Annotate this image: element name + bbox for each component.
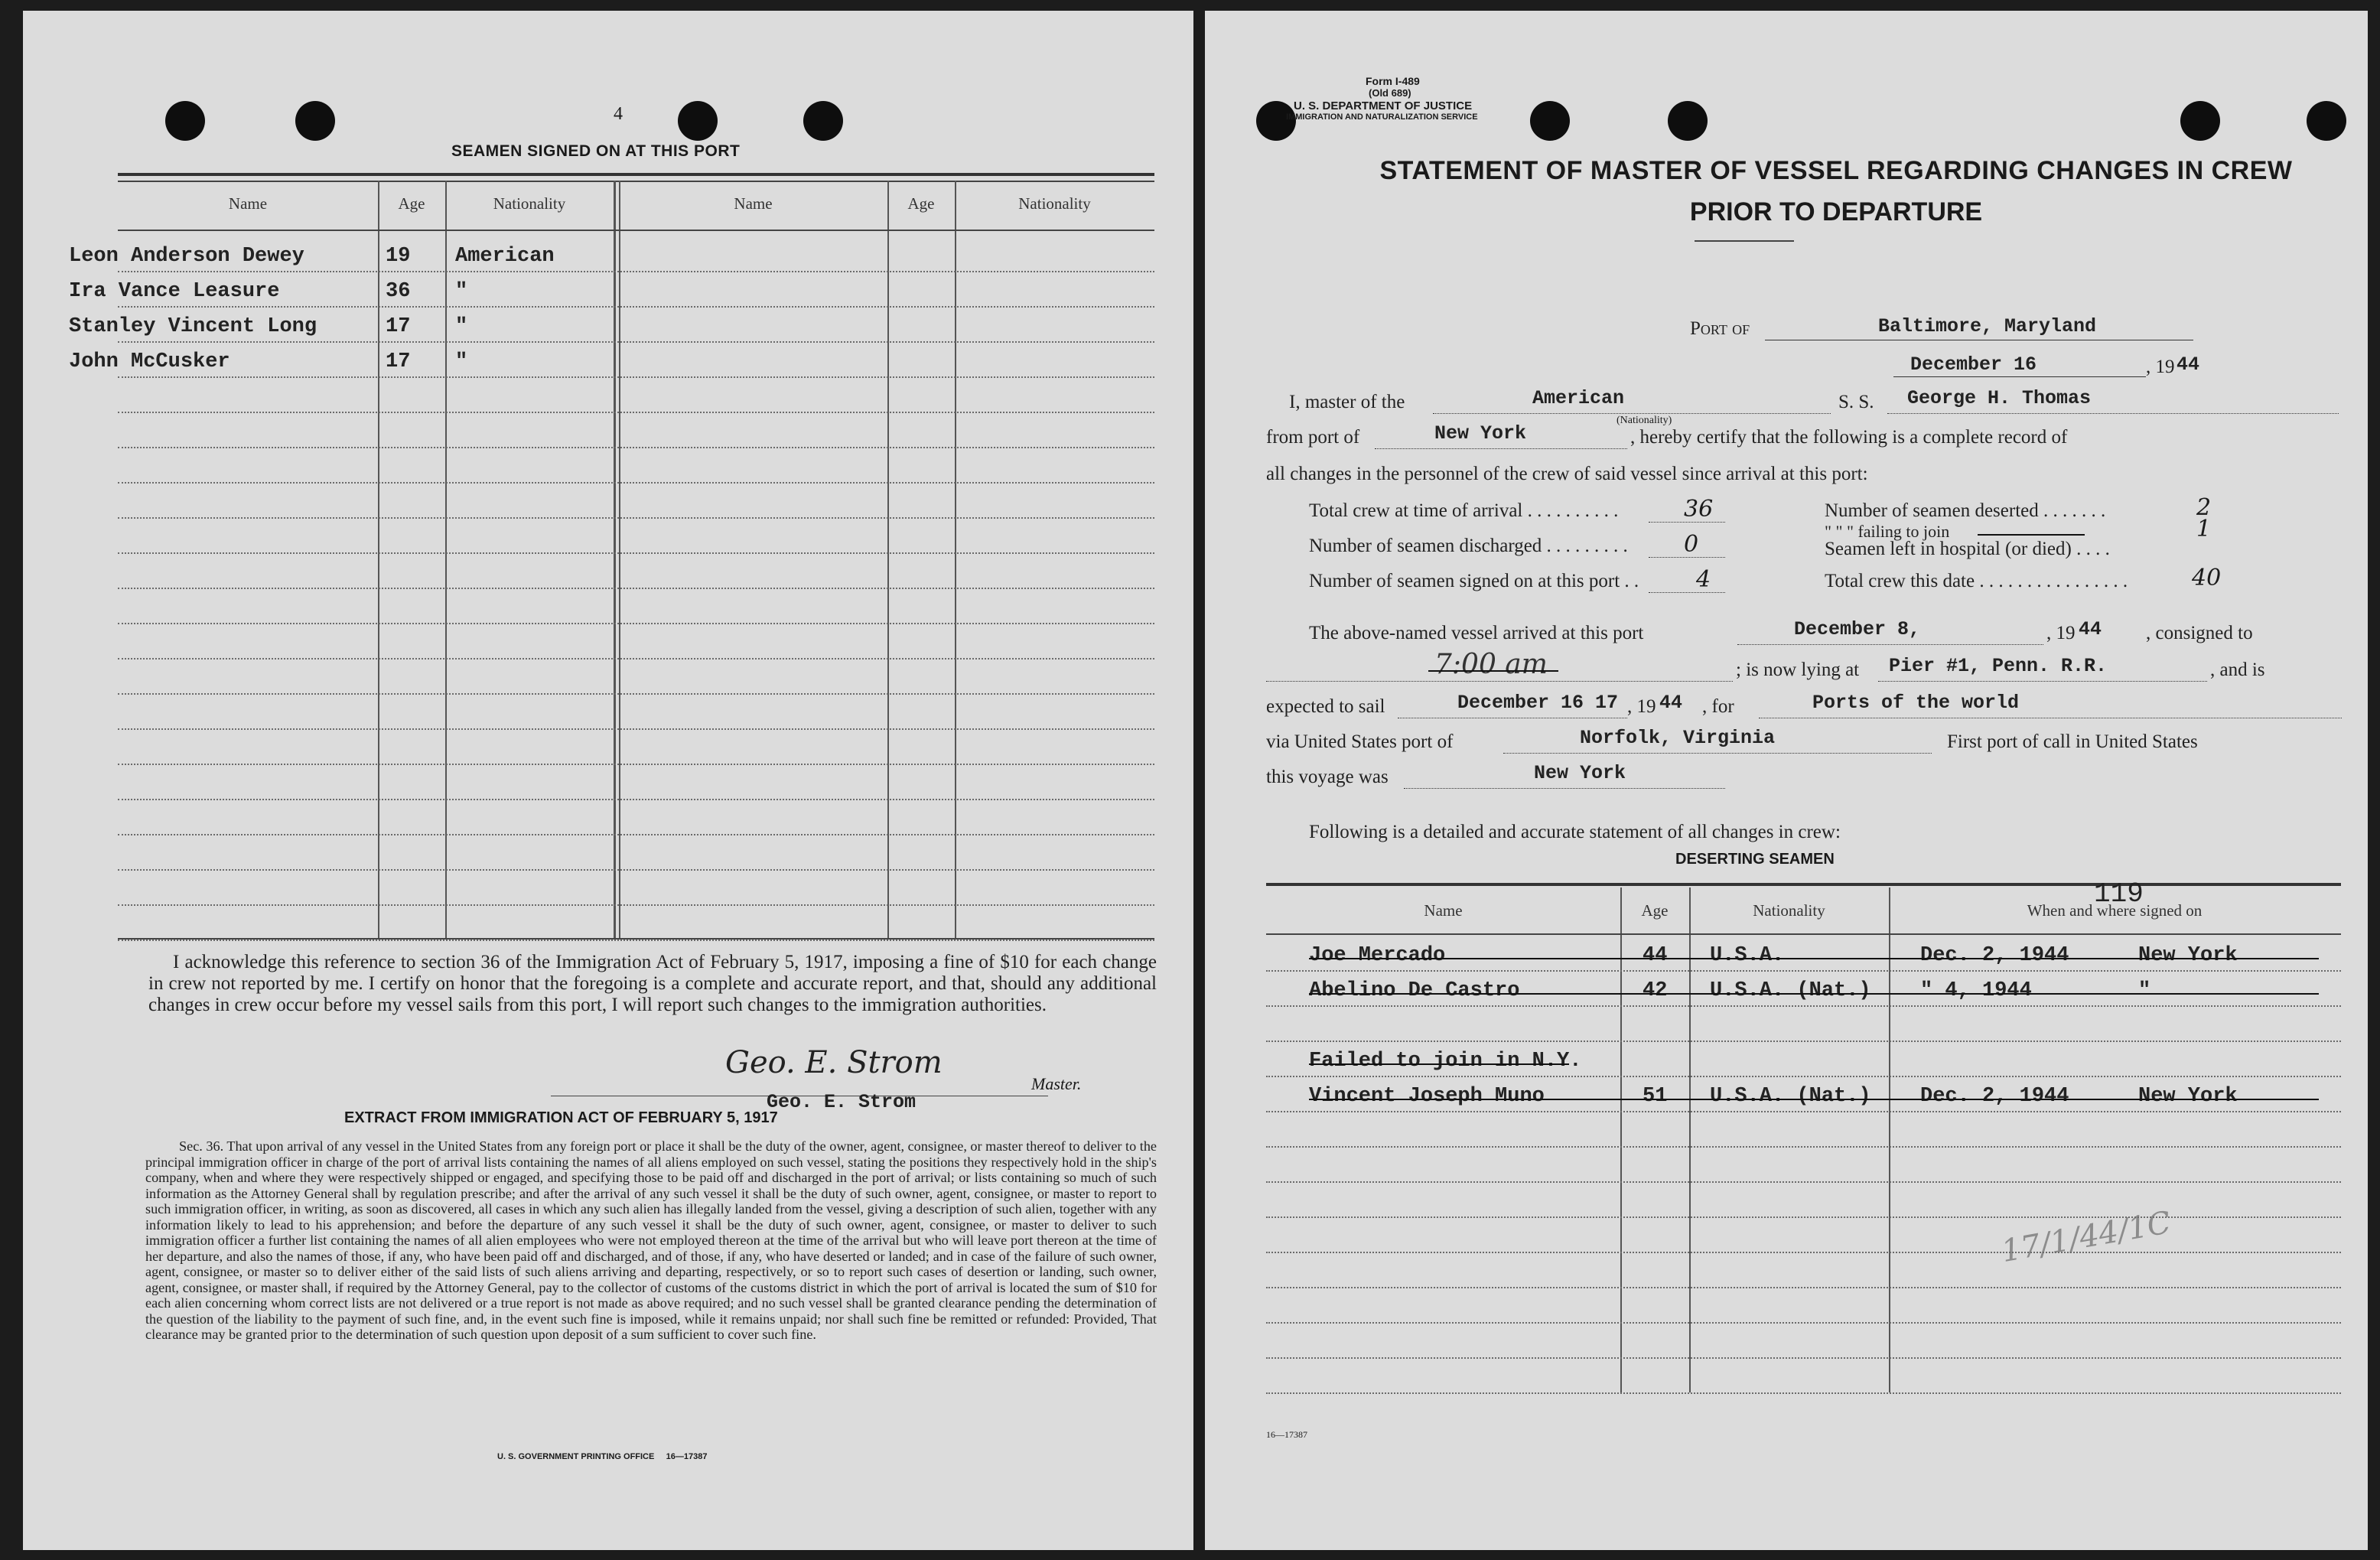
ship-name: George H. Thomas xyxy=(1907,387,2092,409)
row-line xyxy=(118,799,1154,800)
lying-value: Pier #1, Penn. R.R. xyxy=(1889,655,2108,677)
seaman-nationality: " xyxy=(455,315,468,338)
punch-hole xyxy=(2180,101,2220,141)
row-line xyxy=(118,940,1154,941)
destination: Ports of the world xyxy=(1812,692,2020,714)
row-line xyxy=(118,517,1154,519)
voyage-value: New York xyxy=(1534,762,1626,784)
sail-year: 44 xyxy=(1659,692,1683,714)
punch-hole xyxy=(165,101,205,141)
stat-label: Total crew this date . . . . . . . . . . . . . . . . xyxy=(1825,571,2128,591)
row-line xyxy=(1266,1216,2341,1218)
deserter-name: Vincent Joseph Muno xyxy=(1309,1085,1545,1108)
deserter-where: New York xyxy=(2138,1085,2238,1108)
form-subtitle: PRIOR TO DEPARTURE xyxy=(1689,197,1983,226)
stat-value: 2 xyxy=(2196,494,2212,521)
department: U. S. DEPARTMENT OF JUSTICE xyxy=(1294,99,1473,112)
seaman-age: 19 xyxy=(386,245,411,268)
row-line xyxy=(118,904,1154,906)
stat-label: Number of seamen signed on at this port . . xyxy=(1309,571,1639,591)
printer-line: U. S. GOVERNMENT PRINTING OFFICE 16—17387 xyxy=(497,1452,708,1461)
stat-label: Seamen left in hospital (or died) . . . . xyxy=(1825,539,2110,559)
stat-value: 40 xyxy=(2192,565,2222,591)
deserter-where: " xyxy=(2138,979,2151,1002)
following-text: Following is a detailed and accurate statement of all changes in crew: xyxy=(1309,822,1841,842)
lying-label: ; is now lying at xyxy=(1736,659,1860,680)
seaman-nationality: " xyxy=(455,350,468,373)
row-line xyxy=(118,658,1154,659)
row-line xyxy=(118,764,1154,765)
row-line xyxy=(118,869,1154,871)
expected-label: expected to sail xyxy=(1266,696,1385,717)
stat-label: " " " failing to join xyxy=(1825,522,1950,541)
consignee-value: 7:00 am xyxy=(1434,649,1548,680)
punch-hole xyxy=(678,101,718,141)
row-line xyxy=(118,271,1154,272)
seaman-name: Ira Vance Leasure xyxy=(69,280,280,303)
col-age: Age xyxy=(398,194,425,213)
row-line xyxy=(118,447,1154,448)
via-label: via United States port of xyxy=(1266,731,1454,752)
consigned-label: , consigned to xyxy=(2146,623,2253,643)
via-value: Norfolk, Virginia xyxy=(1580,727,1776,749)
row-line xyxy=(118,412,1154,413)
port-label: Port of xyxy=(1690,318,1750,339)
deserter-when: Dec. 2, 1944 xyxy=(1920,944,2069,967)
row-line xyxy=(118,623,1154,624)
deserter-when: " 4, 1944 xyxy=(1920,979,2032,1002)
stat-value: 36 xyxy=(1684,496,1714,523)
section-title: SEAMEN SIGNED ON AT THIS PORT xyxy=(451,142,741,160)
row-line xyxy=(1266,1357,2341,1359)
row-line xyxy=(1266,1076,2341,1077)
arrived-label: The above-named vessel arrived at this port xyxy=(1309,623,1644,643)
stamp-text: 17/1/44/1C xyxy=(1998,1204,2174,1270)
deserter-name: Joe Mercado xyxy=(1309,944,1446,967)
deserter-age: 51 xyxy=(1643,1085,1668,1108)
seaman-age: 17 xyxy=(386,350,411,373)
strike-line xyxy=(1309,958,2319,959)
extract-title: EXTRACT FROM IMMIGRATION ACT OF FEBRUARY 5, 1917 xyxy=(344,1109,778,1126)
footer-code: 16—17387 xyxy=(1266,1429,1307,1440)
stat-value: 1 xyxy=(2196,516,2212,542)
punch-hole xyxy=(1668,101,1708,141)
strike-line xyxy=(1309,993,2319,995)
seaman-nationality: " xyxy=(455,280,468,303)
punch-hole xyxy=(803,101,843,141)
deserter-nationality: U.S.A. (Nat.) xyxy=(1710,979,1871,1002)
row-line xyxy=(1266,1287,2341,1288)
strike-line xyxy=(1309,1063,1569,1065)
col-age: Age xyxy=(907,194,935,213)
master-signature: Geo. E. Strom xyxy=(725,1045,943,1080)
master-of-label: I, master of the xyxy=(1289,392,1405,412)
deserter-nationality: U.S.A. (Nat.) xyxy=(1710,1085,1871,1108)
form-number: Form I-489 xyxy=(1366,75,1420,87)
acknowledgment-text: I acknowledge this reference to section 36 of the Immigration Act of February 5, 1917, imposing a fine of $10 for each change in crew not reported by me. I certify on honor that the foregoing is a complete and accurate report, and that, should any additional changes in crew occur before my vessel sails from this port, I will report such changes to the immigration authorities. xyxy=(148,952,1157,1015)
port-value: Baltimore, Maryland xyxy=(1878,315,2097,337)
nationality-value: American xyxy=(1532,387,1625,409)
for-label: , for xyxy=(1702,696,1734,717)
left-page xyxy=(23,11,1193,1550)
deserting-title: DESERTING SEAMEN xyxy=(1675,851,1835,868)
stat-label: Number of seamen discharged . . . . . . . . . xyxy=(1309,536,1628,556)
row-line xyxy=(118,552,1154,554)
seaman-name: John McCusker xyxy=(69,350,230,373)
row-line xyxy=(118,341,1154,343)
master-name-typed: Geo. E. Strom xyxy=(767,1091,917,1113)
strike-line xyxy=(1309,1099,2319,1100)
row-line xyxy=(118,376,1154,378)
row-line xyxy=(1266,1005,2341,1007)
punch-hole xyxy=(2307,101,2346,141)
annotation-number: 119 xyxy=(2094,878,2144,910)
right-page: Form I-489 (Old 689) U. S. DEPARTMENT OF JUSTICE IMMIGRATION AND NATURALIZATION SERVICE STATEMENT OF MASTER OF VESSEL REGARDING CHANGES IN CREW PRIOR TO DEPARTURE Port of Baltimore, Maryland December 16 , 19 44 I, master of the American (Nationality) S. S. George H. Thomas from port of New York , hereby certify that the following is a complete record of all changes in the personnel of the crew of said vessel since arrival at this port: The above-named vessel arrived at this port December 8, , 19 44 , consigned to 7:00 am ; is now lying at Pier #1, Penn. R.R. , and is expected to sail December 16 17 , 19 44 , for Ports of the world via United States port of Norfolk, Virginia First port of call in United States this voyage was New York Following is a detailed and accurate statement of all changes in crew: DESERTING SEAMEN Name Age Nationality When and where signed on 119 17/1/44/1C 16—17387 Total crew at time of arrival . . . . . . . . . . 36 Number of seamen discharged . . . . . . . . . 0 Number of seamen signed on at this port . . 4 Number of seamen deserted . . . . . . . 2 " " " failing to join 1 Seamen left in hospital (or died) . . . . Total crew this date . . . . . . . . . . . . . . . . 40 Joe Mercado 44 U.S.A. Dec. 2, 1944 New York Abelino De Castro 42 U.S.A. (Nat.) " 4, 1944 " Failed to join in N.Y. Vincent Joseph Muno 51 U.S.A. (Nat.) Dec. 2, 1944 New York xyxy=(1205,11,2368,1550)
seaman-age: 36 xyxy=(386,280,411,303)
deserter-age: 44 xyxy=(1643,944,1668,967)
arrived-year: 44 xyxy=(2079,618,2102,640)
form-old: (Old 689) xyxy=(1369,87,1411,99)
row-line xyxy=(1266,1146,2341,1148)
deserter-when: Dec. 2, 1944 xyxy=(1920,1085,2069,1108)
row-line xyxy=(118,728,1154,730)
year-prefix: , 19 xyxy=(2146,357,2175,377)
deserter-nationality: U.S.A. xyxy=(1710,944,1785,967)
row-line xyxy=(1266,1252,2341,1253)
row-line xyxy=(118,834,1154,835)
col-name: Name xyxy=(1424,901,1463,920)
certify-line2: all changes in the personnel of the crew of said vessel since arrival at this port: xyxy=(1266,464,1868,484)
row-line xyxy=(1266,1111,2341,1112)
service: IMMIGRATION AND NATURALIZATION SERVICE xyxy=(1286,112,1478,122)
row-line xyxy=(118,306,1154,308)
row-line xyxy=(118,588,1154,589)
seaman-name: Stanley Vincent Long xyxy=(69,315,317,338)
nationality-caption: (Nationality) xyxy=(1617,415,1672,426)
extract-text: Sec. 36. That upon arrival of any vessel in the United States from any foreign port or place it shall be the duty of the owner, agent, consignee, or master thereof to deliver to the principal immigration officer in charge of the port of arrival lists containing the names of all aliens employed on such vessel, stating the positions they respectively hold in the ship's company, when and where they were respectively shipped or engaged, and specifying those to be paid off and discharged in the port of arrival; or lists containing so much of such information as the Attorney General shall by regulation prescribe; and after the arrival of any such vessel it shall be the duty of such owner, agent, consignee, or master to report to such immigration officer, in writing, as soon as discovered, all cases in which any such alien has illegally landed from the vessel, giving a description of such alien, together with any information likely to lead to his apprehension; and before the departure of any such vessel it shall be the duty of such owner, agent, consignee, or master to deliver to such immigration officer a further list containing the names of all alien employees who were not employed thereon at the time of the arrival but who will leave port thereon at the time of her departure, and also the names of those, if any, who have been paid off and discharged, and of those, if any, who have deserted or landed; and in case of the failure of such owner, agent, consignee, or master so to deliver either of the said lists of such aliens arriving and departing, respectively, or so to report such cases of desertion or landing, such owner, agent, consignee, or master shall, if required by the Attorney General, pay to the collector of customs of the customs district in which the port of arrival is located the sum of $10 for each alien concerning whom correct lists are not delivered or a true report is not made as above required; and no such vessel shall be granted clearance pending the determination of the question of the liability to the payment of such fine, and, in the event such fine is imposed, while it remains unpaid; nor shall such fine be remitted or refunded: Provided, That clearance may be granted prior to the determination of such question upon deposit of a sum sufficient to cover such fine. xyxy=(145,1138,1157,1342)
seaman-age: 17 xyxy=(386,315,411,338)
date-value: December 16 xyxy=(1910,353,2037,376)
year-value: 44 xyxy=(2177,353,2200,376)
first-port-label: First port of call in United States xyxy=(1947,731,2198,752)
row-line xyxy=(118,482,1154,484)
deserter-name: Abelino De Castro xyxy=(1309,979,1520,1002)
row-line xyxy=(118,693,1154,695)
deserter-where: New York xyxy=(2138,944,2238,967)
deserter-age: 42 xyxy=(1643,979,1668,1002)
sail-date: December 16 17 xyxy=(1457,692,1619,714)
arrived-date: December 8, xyxy=(1794,618,1921,640)
stat-label: Number of seamen deserted . . . . . . . xyxy=(1825,500,2106,521)
row-line xyxy=(1266,1181,2341,1183)
page-number: 4 xyxy=(614,104,623,124)
from-port-label: from port of xyxy=(1266,427,1360,448)
voyage-label: this voyage was xyxy=(1266,767,1389,787)
seaman-name: Leon Anderson Dewey xyxy=(69,245,304,268)
stat-underline xyxy=(1649,592,1725,593)
strike-line xyxy=(1978,534,2085,536)
from-port-value: New York xyxy=(1434,422,1527,445)
form-title: STATEMENT OF MASTER OF VESSEL REGARDING CHANGES IN CREW xyxy=(1379,156,2293,185)
stat-value: 0 xyxy=(1684,531,1699,558)
punch-hole xyxy=(295,101,335,141)
punch-hole xyxy=(1530,101,1570,141)
col-age: Age xyxy=(1641,901,1669,920)
row-line xyxy=(1266,1041,2341,1042)
stat-label: Total crew at time of arrival . . . . . . . . . . xyxy=(1309,500,1619,521)
certify-text: , hereby certify that the following is a complete record of xyxy=(1630,427,2068,448)
row-line xyxy=(1266,1392,2341,1394)
col-name: Name xyxy=(734,194,773,213)
failed-label: Failed to join in N.Y. xyxy=(1309,1050,1582,1073)
col-nationality: Nationality xyxy=(1753,901,1825,920)
row-line xyxy=(1266,1322,2341,1324)
and-is: , and is xyxy=(2210,659,2265,680)
col-when-where: When and where signed on xyxy=(2027,901,2203,920)
stat-value: 4 xyxy=(1696,566,1711,593)
master-label: Master. xyxy=(1031,1074,1082,1093)
col-name: Name xyxy=(228,194,268,213)
row-line xyxy=(1266,970,2341,972)
col-nationality: Nationality xyxy=(493,194,566,213)
ss-label: S. S. xyxy=(1838,392,1874,412)
seaman-nationality: American xyxy=(455,245,555,268)
col-nationality: Nationality xyxy=(1018,194,1091,213)
